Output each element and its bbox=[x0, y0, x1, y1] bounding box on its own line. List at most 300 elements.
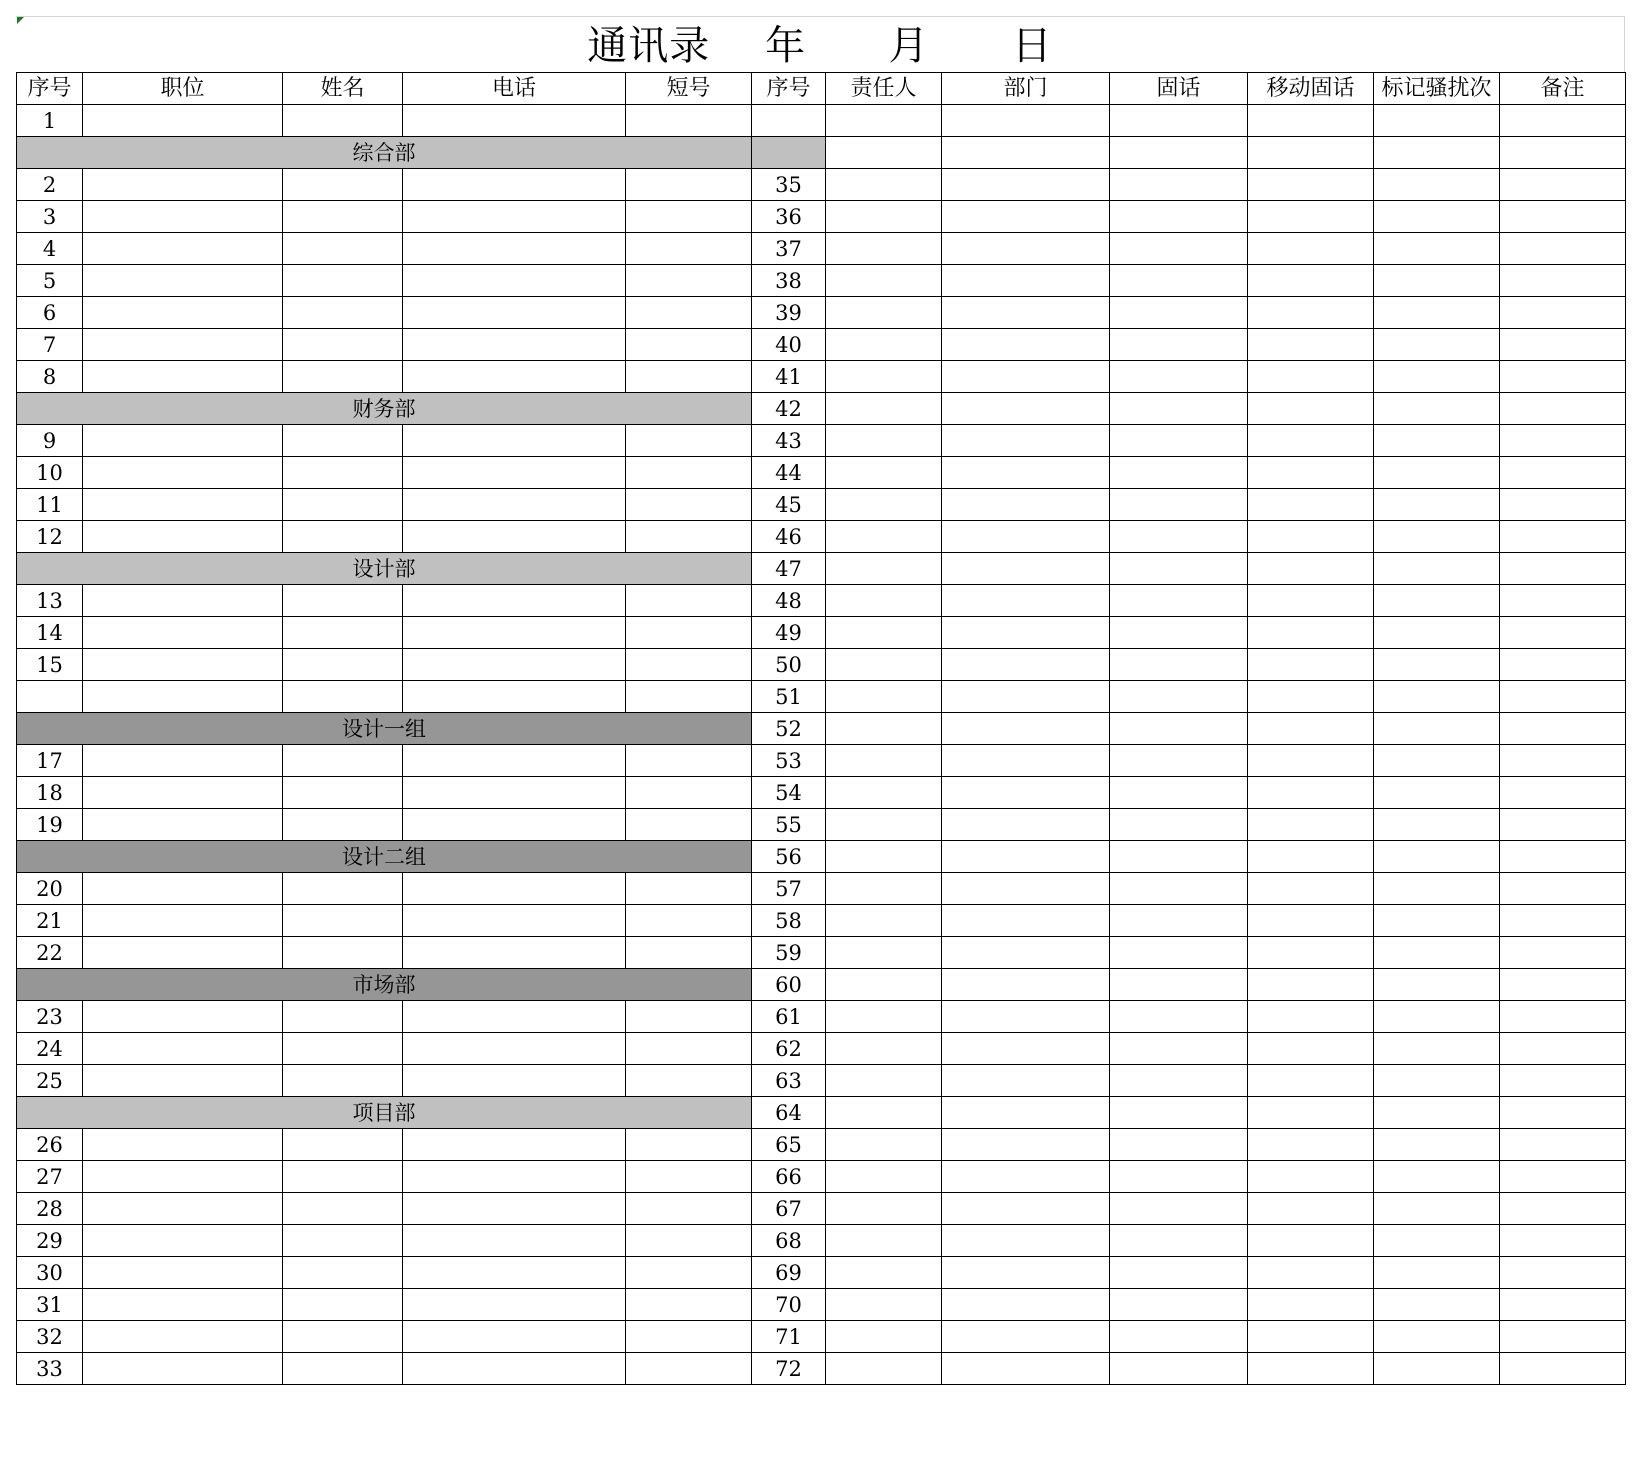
department-cell[interactable] bbox=[942, 777, 1110, 809]
spam-count-cell[interactable] bbox=[1374, 425, 1500, 457]
department-cell[interactable] bbox=[942, 681, 1110, 713]
header-name[interactable]: 姓名 bbox=[283, 73, 403, 105]
owner-cell[interactable] bbox=[826, 425, 942, 457]
phone-cell[interactable] bbox=[403, 1289, 626, 1321]
landline-cell[interactable] bbox=[1110, 137, 1248, 169]
left-row-number[interactable]: 21 bbox=[17, 905, 83, 937]
remarks-cell[interactable] bbox=[1500, 169, 1626, 201]
mobile-landline-cell[interactable] bbox=[1248, 1065, 1374, 1097]
owner-cell[interactable] bbox=[826, 489, 942, 521]
landline-cell[interactable] bbox=[1110, 489, 1248, 521]
landline-cell[interactable] bbox=[1110, 1033, 1248, 1065]
section-label[interactable]: 项目部 bbox=[17, 1097, 752, 1129]
landline-cell[interactable] bbox=[1110, 681, 1248, 713]
right-row-number[interactable]: 40 bbox=[752, 329, 826, 361]
landline-cell[interactable] bbox=[1110, 905, 1248, 937]
name-cell[interactable] bbox=[283, 1129, 403, 1161]
left-row-number[interactable]: 5 bbox=[17, 265, 83, 297]
landline-cell[interactable] bbox=[1110, 457, 1248, 489]
remarks-cell[interactable] bbox=[1500, 1257, 1626, 1289]
remarks-cell[interactable] bbox=[1500, 937, 1626, 969]
landline-cell[interactable] bbox=[1110, 233, 1248, 265]
spam-count-cell[interactable] bbox=[1374, 745, 1500, 777]
short-no-cell[interactable] bbox=[626, 233, 752, 265]
owner-cell[interactable] bbox=[826, 265, 942, 297]
owner-cell[interactable] bbox=[826, 617, 942, 649]
department-cell[interactable] bbox=[942, 841, 1110, 873]
owner-cell[interactable] bbox=[826, 841, 942, 873]
remarks-cell[interactable] bbox=[1500, 649, 1626, 681]
landline-cell[interactable] bbox=[1110, 553, 1248, 585]
phone-cell[interactable] bbox=[403, 1321, 626, 1353]
phone-cell[interactable] bbox=[403, 265, 626, 297]
name-cell[interactable] bbox=[283, 1289, 403, 1321]
mobile-landline-cell[interactable] bbox=[1248, 1353, 1374, 1385]
department-cell[interactable] bbox=[942, 1321, 1110, 1353]
remarks-cell[interactable] bbox=[1500, 233, 1626, 265]
department-cell[interactable] bbox=[942, 585, 1110, 617]
left-row-number[interactable]: 8 bbox=[17, 361, 83, 393]
department-cell[interactable] bbox=[942, 713, 1110, 745]
owner-cell[interactable] bbox=[826, 1161, 942, 1193]
spam-count-cell[interactable] bbox=[1374, 681, 1500, 713]
remarks-cell[interactable] bbox=[1500, 713, 1626, 745]
owner-cell[interactable] bbox=[826, 1129, 942, 1161]
mobile-landline-cell[interactable] bbox=[1248, 425, 1374, 457]
mobile-landline-cell[interactable] bbox=[1248, 105, 1374, 137]
owner-cell[interactable] bbox=[826, 713, 942, 745]
spam-count-cell[interactable] bbox=[1374, 1289, 1500, 1321]
mobile-landline-cell[interactable] bbox=[1248, 1225, 1374, 1257]
position-cell[interactable] bbox=[83, 777, 283, 809]
name-cell[interactable] bbox=[283, 1225, 403, 1257]
mobile-landline-cell[interactable] bbox=[1248, 585, 1374, 617]
phone-cell[interactable] bbox=[403, 585, 626, 617]
mobile-landline-cell[interactable] bbox=[1248, 809, 1374, 841]
position-cell[interactable] bbox=[83, 361, 283, 393]
spam-count-cell[interactable] bbox=[1374, 617, 1500, 649]
department-cell[interactable] bbox=[942, 361, 1110, 393]
owner-cell[interactable] bbox=[826, 233, 942, 265]
spam-count-cell[interactable] bbox=[1374, 393, 1500, 425]
phone-cell[interactable] bbox=[403, 1161, 626, 1193]
owner-cell[interactable] bbox=[826, 585, 942, 617]
position-cell[interactable] bbox=[83, 617, 283, 649]
name-cell[interactable] bbox=[283, 873, 403, 905]
remarks-cell[interactable] bbox=[1500, 1033, 1626, 1065]
landline-cell[interactable] bbox=[1110, 1225, 1248, 1257]
left-row-number[interactable]: 29 bbox=[17, 1225, 83, 1257]
landline-cell[interactable] bbox=[1110, 1097, 1248, 1129]
position-cell[interactable] bbox=[83, 809, 283, 841]
right-row-number[interactable]: 48 bbox=[752, 585, 826, 617]
mobile-landline-cell[interactable] bbox=[1248, 201, 1374, 233]
department-cell[interactable] bbox=[942, 425, 1110, 457]
left-row-number[interactable]: 1 bbox=[17, 105, 83, 137]
mobile-landline-cell[interactable] bbox=[1248, 1257, 1374, 1289]
short-no-cell[interactable] bbox=[626, 457, 752, 489]
spam-count-cell[interactable] bbox=[1374, 137, 1500, 169]
phone-cell[interactable] bbox=[403, 905, 626, 937]
name-cell[interactable] bbox=[283, 1353, 403, 1385]
spam-count-cell[interactable] bbox=[1374, 1193, 1500, 1225]
landline-cell[interactable] bbox=[1110, 297, 1248, 329]
department-cell[interactable] bbox=[942, 1129, 1110, 1161]
mobile-landline-cell[interactable] bbox=[1248, 937, 1374, 969]
right-row-number[interactable]: 57 bbox=[752, 873, 826, 905]
left-row-number[interactable]: 32 bbox=[17, 1321, 83, 1353]
department-cell[interactable] bbox=[942, 1257, 1110, 1289]
department-cell[interactable] bbox=[942, 809, 1110, 841]
phone-cell[interactable] bbox=[403, 777, 626, 809]
phone-cell[interactable] bbox=[403, 1001, 626, 1033]
header-remarks[interactable]: 备注 bbox=[1500, 73, 1626, 105]
owner-cell[interactable] bbox=[826, 169, 942, 201]
phone-cell[interactable] bbox=[403, 457, 626, 489]
position-cell[interactable] bbox=[83, 1321, 283, 1353]
position-cell[interactable] bbox=[83, 1257, 283, 1289]
position-cell[interactable] bbox=[83, 873, 283, 905]
short-no-cell[interactable] bbox=[626, 265, 752, 297]
remarks-cell[interactable] bbox=[1500, 1321, 1626, 1353]
short-no-cell[interactable] bbox=[626, 1289, 752, 1321]
department-cell[interactable] bbox=[942, 1001, 1110, 1033]
position-cell[interactable] bbox=[83, 585, 283, 617]
owner-cell[interactable] bbox=[826, 649, 942, 681]
phone-cell[interactable] bbox=[403, 201, 626, 233]
landline-cell[interactable] bbox=[1110, 937, 1248, 969]
department-cell[interactable] bbox=[942, 105, 1110, 137]
owner-cell[interactable] bbox=[826, 809, 942, 841]
remarks-cell[interactable] bbox=[1500, 1065, 1626, 1097]
section-label[interactable]: 综合部 bbox=[17, 137, 752, 169]
right-row-number[interactable]: 61 bbox=[752, 1001, 826, 1033]
mobile-landline-cell[interactable] bbox=[1248, 521, 1374, 553]
position-cell[interactable] bbox=[83, 1193, 283, 1225]
left-row-number[interactable]: 22 bbox=[17, 937, 83, 969]
landline-cell[interactable] bbox=[1110, 1129, 1248, 1161]
remarks-cell[interactable] bbox=[1500, 1161, 1626, 1193]
department-cell[interactable] bbox=[942, 137, 1110, 169]
short-no-cell[interactable] bbox=[626, 1033, 752, 1065]
owner-cell[interactable] bbox=[826, 777, 942, 809]
owner-cell[interactable] bbox=[826, 329, 942, 361]
short-no-cell[interactable] bbox=[626, 1257, 752, 1289]
department-cell[interactable] bbox=[942, 1193, 1110, 1225]
mobile-landline-cell[interactable] bbox=[1248, 297, 1374, 329]
position-cell[interactable] bbox=[83, 489, 283, 521]
right-row-number[interactable]: 51 bbox=[752, 681, 826, 713]
short-no-cell[interactable] bbox=[626, 681, 752, 713]
remarks-cell[interactable] bbox=[1500, 1289, 1626, 1321]
remarks-cell[interactable] bbox=[1500, 585, 1626, 617]
mobile-landline-cell[interactable] bbox=[1248, 1161, 1374, 1193]
header-phone[interactable]: 电话 bbox=[403, 73, 626, 105]
mobile-landline-cell[interactable] bbox=[1248, 873, 1374, 905]
department-cell[interactable] bbox=[942, 553, 1110, 585]
spam-count-cell[interactable] bbox=[1374, 105, 1500, 137]
mobile-landline-cell[interactable] bbox=[1248, 361, 1374, 393]
phone-cell[interactable] bbox=[403, 489, 626, 521]
remarks-cell[interactable] bbox=[1500, 297, 1626, 329]
short-no-cell[interactable] bbox=[626, 329, 752, 361]
owner-cell[interactable] bbox=[826, 1289, 942, 1321]
name-cell[interactable] bbox=[283, 105, 403, 137]
short-no-cell[interactable] bbox=[626, 1225, 752, 1257]
owner-cell[interactable] bbox=[826, 969, 942, 1001]
right-row-number[interactable]: 72 bbox=[752, 1353, 826, 1385]
name-cell[interactable] bbox=[283, 1257, 403, 1289]
owner-cell[interactable] bbox=[826, 521, 942, 553]
spam-count-cell[interactable] bbox=[1374, 937, 1500, 969]
department-cell[interactable] bbox=[942, 1065, 1110, 1097]
owner-cell[interactable] bbox=[826, 457, 942, 489]
right-row-number[interactable]: 65 bbox=[752, 1129, 826, 1161]
short-no-cell[interactable] bbox=[626, 1001, 752, 1033]
right-row-number[interactable] bbox=[752, 105, 826, 137]
position-cell[interactable] bbox=[83, 329, 283, 361]
position-cell[interactable] bbox=[83, 1289, 283, 1321]
short-no-cell[interactable] bbox=[626, 521, 752, 553]
spam-count-cell[interactable] bbox=[1374, 265, 1500, 297]
right-row-number[interactable]: 45 bbox=[752, 489, 826, 521]
spam-count-cell[interactable] bbox=[1374, 1257, 1500, 1289]
left-row-number[interactable]: 15 bbox=[17, 649, 83, 681]
short-no-cell[interactable] bbox=[626, 1353, 752, 1385]
spam-count-cell[interactable] bbox=[1374, 649, 1500, 681]
owner-cell[interactable] bbox=[826, 1001, 942, 1033]
landline-cell[interactable] bbox=[1110, 617, 1248, 649]
spam-count-cell[interactable] bbox=[1374, 1065, 1500, 1097]
remarks-cell[interactable] bbox=[1500, 873, 1626, 905]
mobile-landline-cell[interactable] bbox=[1248, 745, 1374, 777]
header-right-no[interactable]: 序号 bbox=[752, 73, 826, 105]
spam-count-cell[interactable] bbox=[1374, 457, 1500, 489]
right-row-number[interactable]: 69 bbox=[752, 1257, 826, 1289]
landline-cell[interactable] bbox=[1110, 713, 1248, 745]
position-cell[interactable] bbox=[83, 297, 283, 329]
short-no-cell[interactable] bbox=[626, 1193, 752, 1225]
left-row-number[interactable]: 17 bbox=[17, 745, 83, 777]
short-no-cell[interactable] bbox=[626, 1065, 752, 1097]
position-cell[interactable] bbox=[83, 649, 283, 681]
remarks-cell[interactable] bbox=[1500, 841, 1626, 873]
name-cell[interactable] bbox=[283, 1161, 403, 1193]
short-no-cell[interactable] bbox=[626, 777, 752, 809]
phone-cell[interactable] bbox=[403, 297, 626, 329]
header-left-no[interactable]: 序号 bbox=[17, 73, 83, 105]
left-row-number[interactable]: 28 bbox=[17, 1193, 83, 1225]
position-cell[interactable] bbox=[83, 905, 283, 937]
mobile-landline-cell[interactable] bbox=[1248, 1129, 1374, 1161]
short-no-cell[interactable] bbox=[626, 361, 752, 393]
remarks-cell[interactable] bbox=[1500, 969, 1626, 1001]
name-cell[interactable] bbox=[283, 361, 403, 393]
position-cell[interactable] bbox=[83, 105, 283, 137]
owner-cell[interactable] bbox=[826, 1257, 942, 1289]
owner-cell[interactable] bbox=[826, 361, 942, 393]
owner-cell[interactable] bbox=[826, 393, 942, 425]
position-cell[interactable] bbox=[83, 521, 283, 553]
left-row-number[interactable]: 31 bbox=[17, 1289, 83, 1321]
remarks-cell[interactable] bbox=[1500, 1001, 1626, 1033]
spam-count-cell[interactable] bbox=[1374, 553, 1500, 585]
owner-cell[interactable] bbox=[826, 1353, 942, 1385]
position-cell[interactable] bbox=[83, 265, 283, 297]
right-row-number[interactable]: 66 bbox=[752, 1161, 826, 1193]
remarks-cell[interactable] bbox=[1500, 265, 1626, 297]
position-cell[interactable] bbox=[83, 937, 283, 969]
remarks-cell[interactable] bbox=[1500, 137, 1626, 169]
right-row-number[interactable]: 50 bbox=[752, 649, 826, 681]
position-cell[interactable] bbox=[83, 1161, 283, 1193]
left-row-number[interactable]: 26 bbox=[17, 1129, 83, 1161]
header-spam-count[interactable]: 标记骚扰次 bbox=[1374, 73, 1500, 105]
name-cell[interactable] bbox=[283, 617, 403, 649]
right-row-number[interactable]: 68 bbox=[752, 1225, 826, 1257]
department-cell[interactable] bbox=[942, 393, 1110, 425]
landline-cell[interactable] bbox=[1110, 809, 1248, 841]
name-cell[interactable] bbox=[283, 1193, 403, 1225]
position-cell[interactable] bbox=[83, 745, 283, 777]
short-no-cell[interactable] bbox=[626, 489, 752, 521]
position-cell[interactable] bbox=[83, 1129, 283, 1161]
name-cell[interactable] bbox=[283, 585, 403, 617]
name-cell[interactable] bbox=[283, 1065, 403, 1097]
department-cell[interactable] bbox=[942, 649, 1110, 681]
right-row-number[interactable]: 37 bbox=[752, 233, 826, 265]
position-cell[interactable] bbox=[83, 1353, 283, 1385]
name-cell[interactable] bbox=[283, 521, 403, 553]
remarks-cell[interactable] bbox=[1500, 1129, 1626, 1161]
name-cell[interactable] bbox=[283, 681, 403, 713]
sheet-title[interactable]: 通讯录 年 月 日 bbox=[587, 23, 1053, 69]
landline-cell[interactable] bbox=[1110, 393, 1248, 425]
mobile-landline-cell[interactable] bbox=[1248, 265, 1374, 297]
position-cell[interactable] bbox=[83, 457, 283, 489]
spam-count-cell[interactable] bbox=[1374, 905, 1500, 937]
phone-cell[interactable] bbox=[403, 1129, 626, 1161]
spam-count-cell[interactable] bbox=[1374, 169, 1500, 201]
header-owner[interactable]: 责任人 bbox=[826, 73, 942, 105]
left-row-number[interactable]: 7 bbox=[17, 329, 83, 361]
owner-cell[interactable] bbox=[826, 105, 942, 137]
right-row-number[interactable]: 60 bbox=[752, 969, 826, 1001]
name-cell[interactable] bbox=[283, 809, 403, 841]
mobile-landline-cell[interactable] bbox=[1248, 713, 1374, 745]
remarks-cell[interactable] bbox=[1500, 553, 1626, 585]
left-row-number[interactable]: 9 bbox=[17, 425, 83, 457]
remarks-cell[interactable] bbox=[1500, 329, 1626, 361]
phone-cell[interactable] bbox=[403, 809, 626, 841]
department-cell[interactable] bbox=[942, 617, 1110, 649]
spam-count-cell[interactable] bbox=[1374, 361, 1500, 393]
name-cell[interactable] bbox=[283, 489, 403, 521]
right-row-number[interactable]: 52 bbox=[752, 713, 826, 745]
landline-cell[interactable] bbox=[1110, 1321, 1248, 1353]
landline-cell[interactable] bbox=[1110, 1065, 1248, 1097]
short-no-cell[interactable] bbox=[626, 873, 752, 905]
section-label[interactable]: 市场部 bbox=[17, 969, 752, 1001]
right-row-number[interactable]: 42 bbox=[752, 393, 826, 425]
short-no-cell[interactable] bbox=[626, 201, 752, 233]
name-cell[interactable] bbox=[283, 649, 403, 681]
department-cell[interactable] bbox=[942, 201, 1110, 233]
right-row-number[interactable]: 44 bbox=[752, 457, 826, 489]
short-no-cell[interactable] bbox=[626, 105, 752, 137]
name-cell[interactable] bbox=[283, 265, 403, 297]
landline-cell[interactable] bbox=[1110, 1161, 1248, 1193]
department-cell[interactable] bbox=[942, 489, 1110, 521]
right-row-number[interactable]: 38 bbox=[752, 265, 826, 297]
right-row-number[interactable]: 54 bbox=[752, 777, 826, 809]
owner-cell[interactable] bbox=[826, 937, 942, 969]
remarks-cell[interactable] bbox=[1500, 489, 1626, 521]
remarks-cell[interactable] bbox=[1500, 361, 1626, 393]
mobile-landline-cell[interactable] bbox=[1248, 1321, 1374, 1353]
owner-cell[interactable] bbox=[826, 1193, 942, 1225]
left-row-number[interactable]: 27 bbox=[17, 1161, 83, 1193]
spam-count-cell[interactable] bbox=[1374, 1033, 1500, 1065]
name-cell[interactable] bbox=[283, 233, 403, 265]
department-cell[interactable] bbox=[942, 745, 1110, 777]
left-row-number[interactable]: 11 bbox=[17, 489, 83, 521]
short-no-cell[interactable] bbox=[626, 1129, 752, 1161]
spam-count-cell[interactable] bbox=[1374, 1001, 1500, 1033]
department-cell[interactable] bbox=[942, 1097, 1110, 1129]
landline-cell[interactable] bbox=[1110, 841, 1248, 873]
mobile-landline-cell[interactable] bbox=[1248, 489, 1374, 521]
landline-cell[interactable] bbox=[1110, 777, 1248, 809]
department-cell[interactable] bbox=[942, 521, 1110, 553]
mobile-landline-cell[interactable] bbox=[1248, 457, 1374, 489]
short-no-cell[interactable] bbox=[626, 809, 752, 841]
short-no-cell[interactable] bbox=[626, 297, 752, 329]
right-row-number[interactable]: 62 bbox=[752, 1033, 826, 1065]
left-row-number[interactable]: 6 bbox=[17, 297, 83, 329]
spam-count-cell[interactable] bbox=[1374, 1225, 1500, 1257]
name-cell[interactable] bbox=[283, 905, 403, 937]
right-row-number[interactable]: 63 bbox=[752, 1065, 826, 1097]
landline-cell[interactable] bbox=[1110, 1289, 1248, 1321]
mobile-landline-cell[interactable] bbox=[1248, 1001, 1374, 1033]
left-row-number[interactable]: 14 bbox=[17, 617, 83, 649]
department-cell[interactable] bbox=[942, 1161, 1110, 1193]
phone-cell[interactable] bbox=[403, 1193, 626, 1225]
spam-count-cell[interactable] bbox=[1374, 713, 1500, 745]
phone-cell[interactable] bbox=[403, 521, 626, 553]
phone-cell[interactable] bbox=[403, 937, 626, 969]
department-cell[interactable] bbox=[942, 969, 1110, 1001]
right-row-number[interactable]: 67 bbox=[752, 1193, 826, 1225]
position-cell[interactable] bbox=[83, 1065, 283, 1097]
name-cell[interactable] bbox=[283, 329, 403, 361]
mobile-landline-cell[interactable] bbox=[1248, 137, 1374, 169]
spam-count-cell[interactable] bbox=[1374, 233, 1500, 265]
phone-cell[interactable] bbox=[403, 681, 626, 713]
department-cell[interactable] bbox=[942, 1225, 1110, 1257]
header-department[interactable]: 部门 bbox=[942, 73, 1110, 105]
owner-cell[interactable] bbox=[826, 905, 942, 937]
short-no-cell[interactable] bbox=[626, 617, 752, 649]
left-row-number[interactable]: 2 bbox=[17, 169, 83, 201]
landline-cell[interactable] bbox=[1110, 873, 1248, 905]
left-row-number[interactable]: 20 bbox=[17, 873, 83, 905]
owner-cell[interactable] bbox=[826, 553, 942, 585]
right-row-number[interactable]: 56 bbox=[752, 841, 826, 873]
owner-cell[interactable] bbox=[826, 1065, 942, 1097]
name-cell[interactable] bbox=[283, 1033, 403, 1065]
